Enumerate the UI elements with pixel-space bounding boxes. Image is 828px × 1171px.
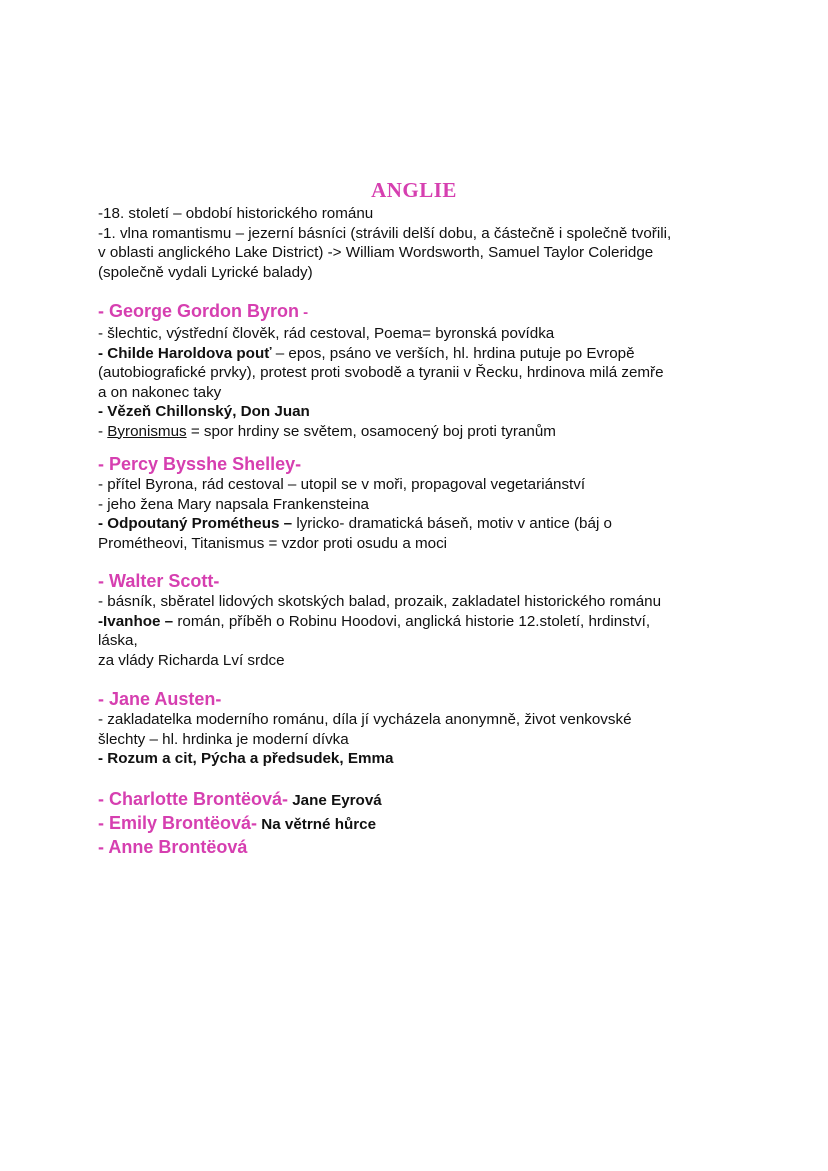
bronte-name: - Anne Brontëová [98, 837, 248, 857]
bronte-item [98, 836, 738, 860]
scott-line: za vlády Richarda Lví srdce [98, 651, 285, 669]
scott-heading [98, 570, 738, 592]
austen-heading-text: - Jane Austen- [98, 689, 222, 709]
bronte-item [98, 788, 738, 812]
austen-line: - zakladatelka moderního románu, díla jí vycházela anonymně, život venkovské [98, 711, 632, 728]
austen-works: - Rozum a cit, Pýcha a předsudek, Emma [98, 750, 394, 767]
bronte-name: - Emily Brontëová- [98, 813, 258, 833]
byron-line: (autobiografické prvky), protest proti svobodě a tyranii v Řecku, hrdinova milá zemře [98, 364, 664, 381]
shelley-heading-text: - Percy Bysshe Shelley- [98, 454, 302, 474]
bronte-work: Na větrné hůrce [257, 816, 377, 833]
byronismus-term: Byronismus [107, 422, 187, 440]
austen-line: šlechty – hl. hrdinka je moderní dívka [98, 730, 349, 748]
shelley-line: Prométheovi, Titanismus = vzdor proti osudu a moci [98, 534, 448, 552]
shelley-line: - přítel Byrona, rád cestoval – utopil se v moři, propagoval vegetariánství [98, 476, 586, 493]
byron-line [98, 344, 738, 364]
bronte-section [98, 788, 738, 860]
byron-work-title: - Childe Haroldova pouť [98, 344, 272, 362]
austen-section [98, 688, 738, 769]
scott-section [98, 570, 738, 670]
byron-section [98, 300, 738, 441]
byron-line-prefix: - [98, 422, 108, 440]
shelley-line: - jeho žena Mary napsala Frankensteina [98, 495, 369, 513]
scott-line: láska, [98, 632, 138, 649]
shelley-line [98, 514, 738, 534]
bronte-item [98, 812, 738, 836]
intro-line: -1. vlna romantismu – jezerní básníci (strávili delší dobu, a částečně i společně tvořili, [98, 224, 672, 242]
austen-heading [98, 688, 738, 710]
bronte-work: Jane Eyrová [288, 792, 382, 809]
byron-heading-suffix: - [299, 304, 309, 321]
byron-heading-text: - George Gordon Byron [98, 301, 300, 321]
shelley-section [98, 453, 738, 553]
byron-line-text: – epos, psáno ve verších, hl. hrdina putuje po Evropě [271, 344, 635, 362]
shelley-work-title: - Odpoutaný Prométheus – [98, 515, 293, 532]
scott-work-title: -Ivanhoe – [98, 612, 174, 630]
byron-line [98, 422, 738, 442]
bronte-name: - Charlotte Brontëová- [98, 789, 289, 809]
scott-line: - básník, sběratel lidových skotských balad, prozaik, zakladatel historického románu [98, 593, 662, 610]
shelley-line-text: lyricko- dramatická báseň, motiv v antice (báj o [292, 515, 612, 532]
intro-section [98, 204, 738, 282]
byron-line: - šlechtic, výstřední člověk, rád cestoval, Poema= byronská povídka [98, 325, 555, 342]
byron-heading [98, 300, 738, 324]
scott-heading-text: - Walter Scott- [98, 571, 220, 591]
intro-line: -18. století – období historického románu [98, 205, 374, 222]
byron-line: a on nakonec taky [98, 383, 222, 401]
byron-works: - Vězeň Chillonský, Don Juan [98, 403, 310, 420]
byron-line-text: = spor hrdiny se světem, osamocený boj proti tyranům [186, 422, 556, 440]
intro-line: (společně vydali Lyrické balady) [98, 263, 313, 281]
intro-line: v oblasti anglického Lake District) -> William Wordsworth, Samuel Taylor Coleridge [98, 244, 654, 261]
scott-line [98, 612, 738, 632]
scott-line-text: román, příběh o Robinu Hoodovi, anglická historie 12.století, hrdinství, [173, 612, 651, 630]
shelley-heading [98, 453, 738, 475]
page-title: ANGLIE [371, 178, 457, 202]
